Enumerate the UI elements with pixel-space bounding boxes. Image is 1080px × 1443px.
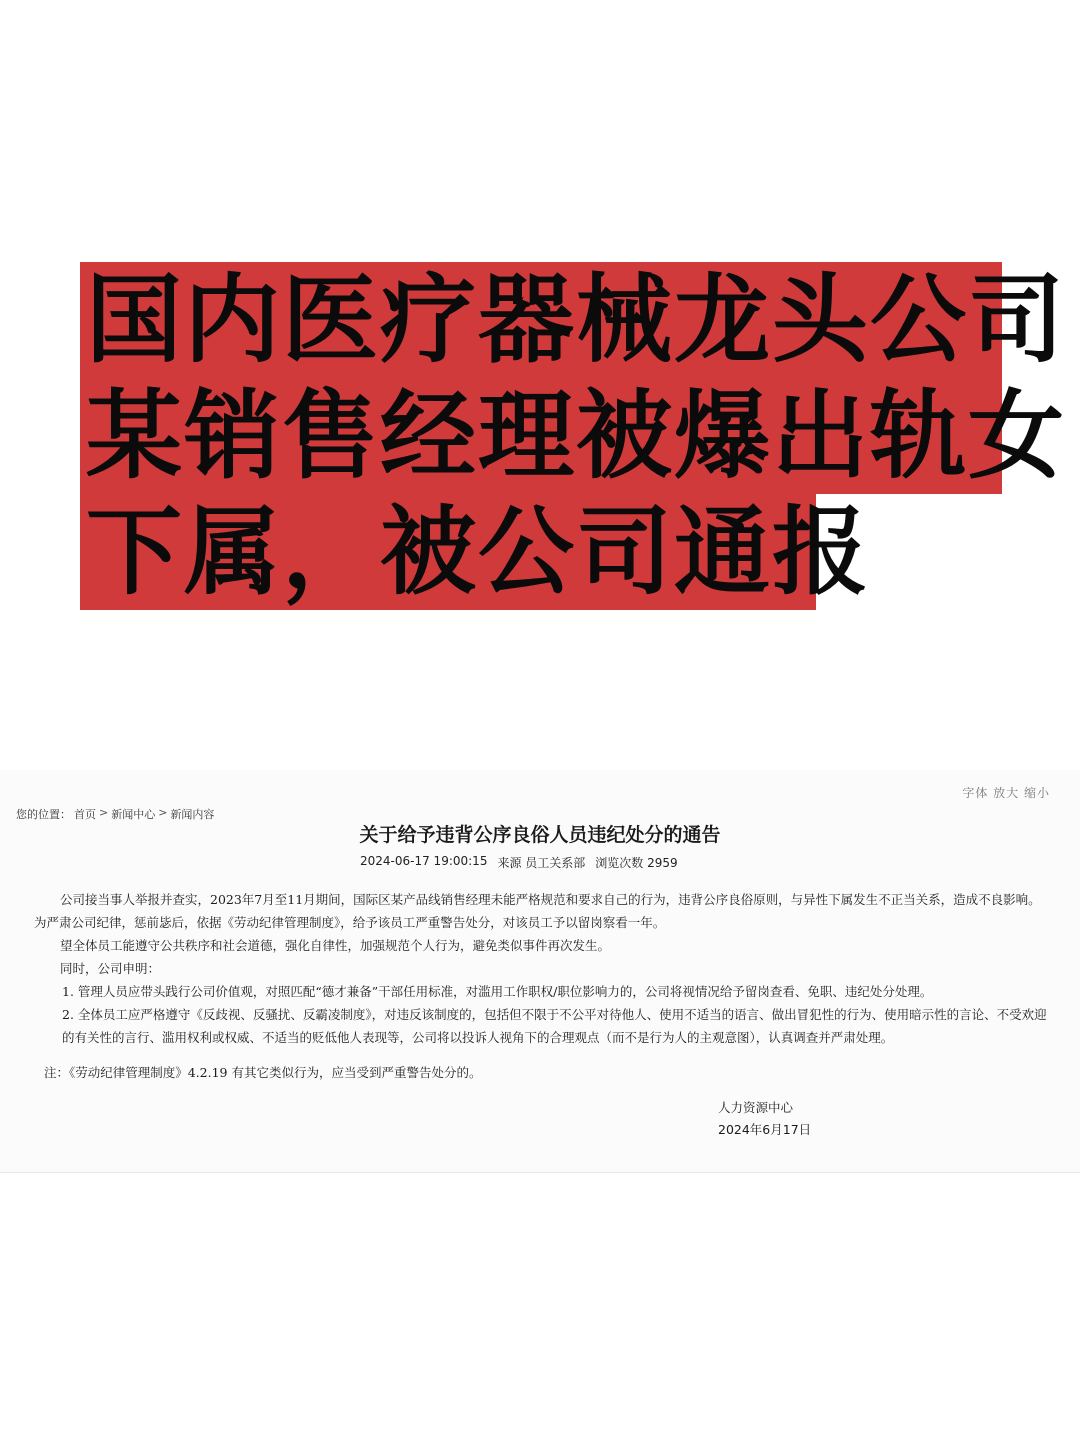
signature-block — [718, 1097, 811, 1141]
footnote: 注：《劳动纪律管理制度》4.2.19 有其它类似行为，应当受到严重警告处分的。 — [44, 1065, 482, 1080]
signature-date: 2024年6月17日 — [718, 1122, 812, 1137]
statement-item-1: 1. 管理人员应带头践行公司价值观，对照匹配“德才兼备”干部任用标准，对滥用工作职权/职位影响力的，公司将视情况给予留岗查看、免职、违纪处分处理。 — [62, 984, 933, 999]
font-size-links[interactable]: 字体 放大 缩小 — [962, 786, 1050, 800]
headline-block — [0, 262, 1080, 610]
headline-line-1: 国内医疗器械龙头公司 — [80, 262, 1002, 378]
publish-datetime: 2024-06-17 19:00:15 — [360, 854, 488, 868]
breadcrumb-prefix: 您的位置： — [16, 808, 71, 821]
body-paragraph-1: 公司接当事人举报并查实，2023年7月至11月期间，国际区某产品线销售经理未能严格规范和要求自己的行为，违背公序良俗原则，与异性下属发生不正当关系，造成不良影响。为严肃公司纪律，惩前毖后，依据《劳动纪律管理制度》，给予该员工严重警告处分，对该员工予以留岗察看一年。 — [34, 892, 1041, 930]
breadcrumb-current: 新闻内容 — [170, 808, 215, 821]
notice-screenshot — [0, 770, 1080, 1173]
headline-line-3: 下属，被公司通报 — [80, 494, 816, 610]
signature-org: 人力资源中心 — [718, 1100, 794, 1115]
source-department: 来源 员工关系部 — [497, 856, 586, 870]
breadcrumb-news-center-link[interactable]: 新闻中心 — [111, 808, 156, 821]
notice-meta — [360, 854, 678, 871]
notice-body — [34, 888, 1052, 1084]
body-paragraph-2: 望全体员工能遵守公共秩序和社会道德，强化自律性，加强规范个人行为，避免类似事件再次发生。 — [60, 938, 611, 953]
notice-title: 关于给予违背公序良俗人员违纪处分的通告 — [359, 824, 721, 846]
statement-item-2: 2. 全体员工应严格遵守《反歧视、反骚扰、反霸凌制度》，对违反该制度的，包括但不限于不公平对待他人、使用不适当的语言、做出冒犯性的行为、使用暗示性的言论、不受欢迎的有关性的言行、滥用权利或权威、不适当的贬低他人表现等，公司将以投诉人视角下的合理观点（而不是行为人的主观意图），认真调查并严肃处理。 — [62, 1007, 1047, 1045]
breadcrumb-separator: > — [99, 806, 109, 819]
headline-line-2: 某销售经理被爆出轨女 — [80, 378, 1002, 494]
body-paragraph-3: 同时，公司申明： — [60, 961, 161, 976]
breadcrumb-separator: > — [158, 806, 168, 819]
breadcrumb-home-link[interactable]: 首页 — [74, 808, 96, 821]
view-count: 浏览次数 2959 — [595, 856, 678, 870]
